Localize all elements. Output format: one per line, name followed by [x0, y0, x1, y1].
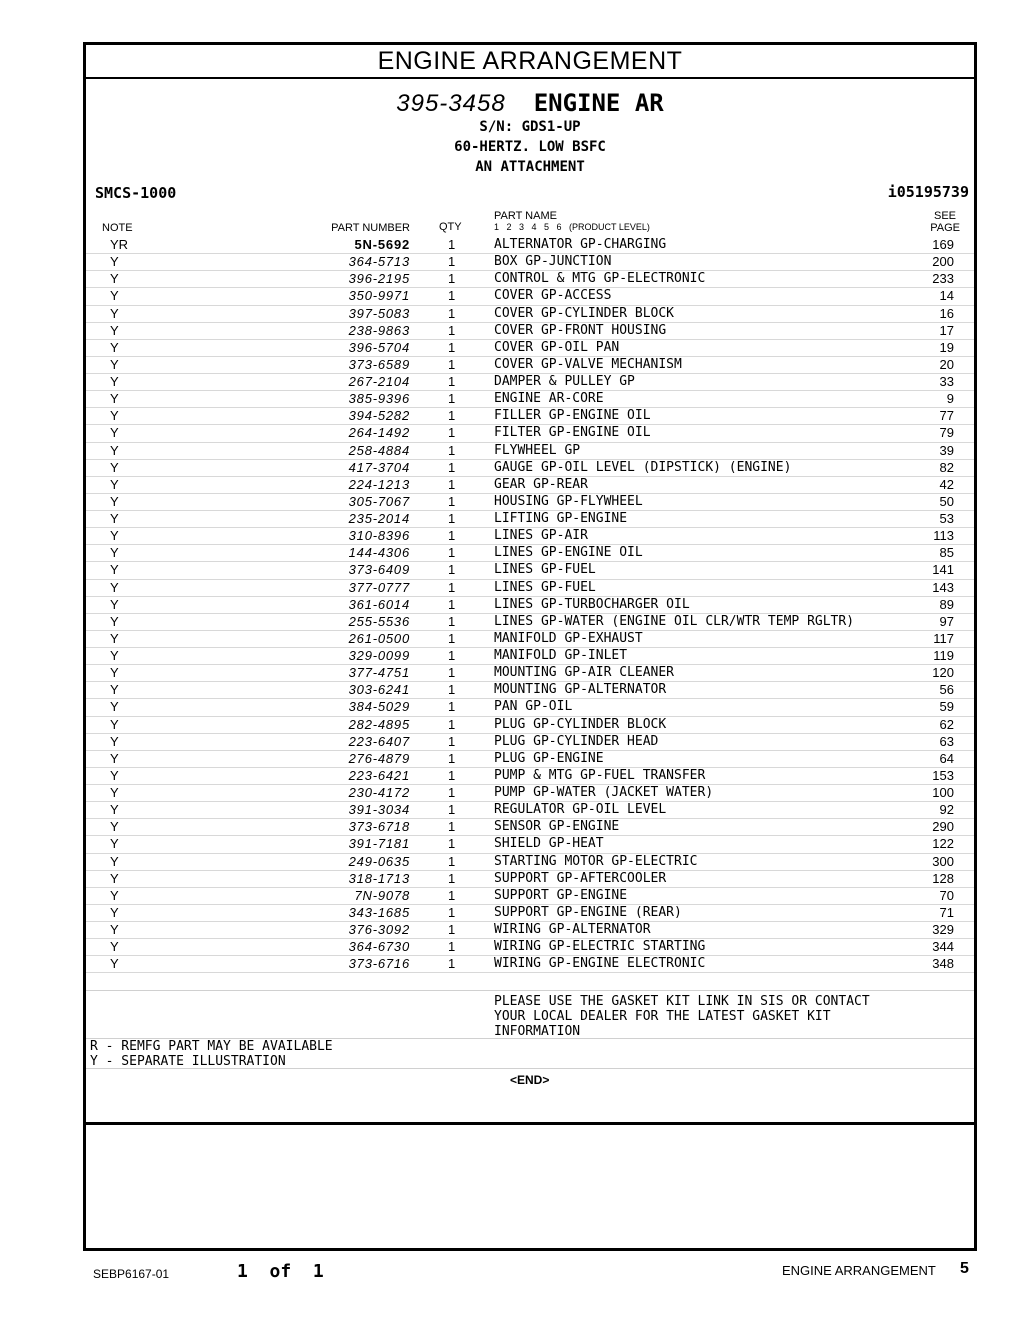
part-name-cell: PLUG GP-CYLINDER HEAD	[494, 733, 659, 749]
note-cell: YR	[110, 237, 129, 252]
part-name-cell: LINES GP-FUEL	[494, 562, 596, 578]
see-page-cell[interactable]: 19	[939, 339, 954, 355]
part-number-cell[interactable]: 224-1213	[348, 476, 410, 492]
table-row	[86, 511, 974, 528]
parts-page-frame	[83, 42, 977, 1251]
table-row	[86, 597, 974, 614]
gasket-note-line-1: PLEASE USE THE GASKET KIT LINK IN SIS OR CONTACT	[494, 994, 870, 1009]
qty-cell: 1	[448, 716, 456, 732]
col-header-qty: QTY	[439, 221, 462, 233]
part-number-cell[interactable]: 373-6716	[348, 956, 410, 972]
note-cell: Y	[110, 767, 119, 783]
part-name-cell: WIRING GP-ALTERNATOR	[494, 922, 651, 937]
part-number-cell[interactable]: 249-0635	[348, 853, 410, 869]
note-cell: Y	[110, 374, 119, 389]
see-page-cell[interactable]: 329	[932, 922, 954, 937]
part-number-cell[interactable]: 310-8396	[348, 528, 410, 544]
see-page-cell[interactable]: 42	[939, 476, 954, 492]
note-cell: Y	[110, 442, 119, 458]
table-row	[86, 682, 974, 699]
qty-cell: 1	[448, 922, 456, 937]
table-row	[86, 888, 974, 905]
table-row	[86, 545, 974, 562]
table-row	[86, 494, 974, 511]
note-cell: Y	[110, 391, 119, 407]
qty-cell: 1	[448, 254, 456, 270]
note-cell: Y	[110, 305, 119, 321]
part-number-cell[interactable]: 223-6407	[348, 733, 410, 749]
note-cell: Y	[110, 699, 119, 715]
note-cell: Y	[110, 425, 119, 441]
part-name-cell: GAUGE GP-OIL LEVEL (DIPSTICK) (ENGINE)	[494, 459, 792, 475]
table-row	[86, 288, 974, 305]
see-page-cell[interactable]: 169	[932, 237, 954, 252]
part-name-cell: BOX GP-JUNCTION	[494, 254, 612, 270]
table-row	[86, 460, 974, 477]
assembly-part-number: 395-3458	[396, 90, 506, 117]
qty-cell: 1	[448, 648, 456, 663]
serial-number: S/N: GDS1-UP	[479, 119, 581, 135]
qty-cell: 1	[448, 493, 456, 509]
part-name-cell: FILLER GP-ENGINE OIL	[494, 408, 651, 424]
see-page-cell[interactable]: 141	[932, 562, 954, 578]
col-header-see: SEE	[933, 210, 956, 222]
qty-cell: 1	[448, 904, 456, 920]
part-number-cell[interactable]: 364-5713	[348, 254, 410, 270]
part-name-cell: ENGINE AR-CORE	[494, 391, 604, 407]
part-number-cell[interactable]: 264-1492	[348, 425, 410, 441]
note-cell: Y	[110, 682, 119, 698]
part-number-cell[interactable]: 396-2195	[348, 271, 410, 287]
note-cell: Y	[110, 819, 119, 835]
see-page-cell[interactable]: 79	[939, 425, 954, 441]
table-row	[86, 271, 974, 288]
legend-remfg: R - REMFG PART MAY BE AVAILABLE	[90, 1039, 333, 1054]
qty-cell: 1	[448, 511, 456, 526]
qty-cell: 1	[448, 288, 456, 304]
part-number-cell[interactable]: 373-6589	[348, 356, 410, 372]
part-name-cell: DAMPER & PULLEY GP	[494, 374, 635, 389]
part-number-cell[interactable]: 384-5029	[348, 699, 410, 715]
note-cell: Y	[110, 493, 119, 509]
part-number-cell[interactable]: 377-0777	[348, 579, 410, 595]
part-number-cell[interactable]: 258-4884	[348, 442, 410, 458]
note-cell: Y	[110, 511, 119, 526]
part-number-cell[interactable]: 377-4751	[348, 665, 410, 681]
part-name-cell: COVER GP-VALVE MECHANISM	[494, 356, 682, 372]
part-name-cell: REGULATOR GP-OIL LEVEL	[494, 802, 667, 818]
see-page-cell[interactable]: 233	[932, 271, 954, 287]
col-header-page: PAGE	[930, 222, 960, 234]
note-cell: Y	[110, 408, 119, 424]
see-page-cell[interactable]: 117	[933, 630, 954, 646]
col-header-part-number: PART NUMBER	[331, 222, 410, 234]
note-cell: Y	[110, 339, 119, 355]
see-page-cell[interactable]: 92	[939, 802, 954, 818]
part-number-cell[interactable]: 417-3704	[348, 459, 410, 475]
part-number-cell[interactable]: 343-1685	[348, 904, 410, 920]
table-row	[86, 871, 974, 888]
table-row	[86, 734, 974, 751]
part-name-cell: MANIFOLD GP-EXHAUST	[494, 630, 643, 646]
part-name-cell: FLYWHEEL GP	[494, 442, 581, 458]
see-page-cell[interactable]: 14	[939, 288, 954, 304]
note-cell: Y	[110, 716, 119, 732]
part-name-cell: CONTROL & MTG GP-ELECTRONIC	[494, 271, 706, 287]
note-cell: Y	[110, 613, 119, 629]
part-number-cell[interactable]: 267-2104	[348, 374, 410, 389]
see-page-cell[interactable]: 56	[939, 682, 954, 698]
part-name-cell: COVER GP-CYLINDER BLOCK	[494, 305, 675, 321]
see-page-cell[interactable]: 300	[932, 853, 954, 869]
note-cell: Y	[110, 528, 119, 544]
see-page-cell[interactable]: 290	[932, 819, 954, 835]
table-row	[86, 802, 974, 819]
part-number-cell[interactable]: 385-9396	[348, 391, 410, 407]
see-page-cell[interactable]: 153	[932, 767, 954, 783]
qty-cell: 1	[448, 408, 456, 424]
part-number-cell[interactable]: 373-6409	[348, 562, 410, 578]
part-number-cell[interactable]: 7N-9078	[354, 887, 410, 903]
table-row	[86, 357, 974, 374]
part-name-cell: MOUNTING GP-AIR CLEANER	[494, 665, 675, 681]
see-page-cell[interactable]: 97	[939, 613, 954, 629]
qty-cell: 1	[448, 733, 456, 749]
table-row	[86, 717, 974, 734]
table-row	[86, 237, 974, 254]
part-number-cell[interactable]: 364-6730	[348, 939, 410, 955]
note-cell: Y	[110, 836, 119, 852]
qty-cell: 1	[448, 305, 456, 321]
note-cell: Y	[110, 630, 119, 646]
part-name-cell: PAN GP-OIL	[494, 699, 573, 715]
section-title: ENGINE ARRANGEMENT	[86, 45, 974, 79]
legend-separate-illustration: Y - SEPARATE ILLUSTRATION	[90, 1054, 286, 1069]
qty-cell: 1	[448, 562, 456, 578]
note-cell: Y	[110, 459, 119, 475]
part-number-cell[interactable]: 255-5536	[348, 613, 410, 629]
footer-document-number: SEBP6167-01	[93, 1267, 170, 1281]
see-page-cell[interactable]: 9	[946, 391, 954, 407]
see-page-cell[interactable]: 128	[932, 870, 954, 886]
table-row	[86, 768, 974, 785]
gasket-note-line-3: INFORMATION	[494, 1024, 581, 1039]
qty-cell: 1	[448, 819, 456, 835]
table-row	[86, 528, 974, 545]
qty-cell: 1	[448, 785, 456, 800]
part-name-cell: LINES GP-ENGINE OIL	[494, 545, 643, 561]
see-page-cell[interactable]: 17	[939, 322, 954, 338]
part-name-cell: COVER GP-FRONT HOUSING	[494, 322, 667, 338]
see-page-cell[interactable]: 85	[939, 545, 954, 561]
see-page-cell[interactable]: 100	[932, 785, 954, 800]
part-number-cell[interactable]: 396-5704	[348, 339, 410, 355]
see-page-cell[interactable]: 50	[939, 493, 954, 509]
see-page-cell[interactable]: 70	[939, 887, 954, 903]
see-page-cell[interactable]: 344	[932, 939, 954, 955]
qty-cell: 1	[448, 750, 456, 766]
see-page-cell[interactable]: 200	[932, 254, 954, 270]
qty-cell: 1	[448, 442, 456, 458]
part-number-cell[interactable]: 282-4895	[348, 716, 410, 732]
part-name-cell: SUPPORT GP-ENGINE (REAR)	[494, 904, 682, 920]
qty-cell: 1	[448, 853, 456, 869]
see-page-cell[interactable]: 348	[932, 956, 954, 972]
qty-cell: 1	[448, 613, 456, 629]
see-page-cell[interactable]: 53	[939, 511, 954, 526]
part-name-cell: SUPPORT GP-AFTERCOOLER	[494, 870, 667, 886]
part-name-cell: GEAR GP-REAR	[494, 476, 588, 492]
parts-table	[86, 237, 974, 973]
part-name-cell: WIRING GP-ELECTRIC STARTING	[494, 939, 706, 955]
part-name-cell: LIFTING GP-ENGINE	[494, 511, 628, 526]
part-number-cell[interactable]: 376-3092	[348, 922, 410, 937]
table-row	[86, 562, 974, 579]
table-row	[86, 905, 974, 922]
note-cell: Y	[110, 870, 119, 886]
part-name-cell: LINES GP-AIR	[494, 528, 588, 544]
footer-page-number: 5	[960, 1260, 969, 1277]
part-name-cell: PLUG GP-ENGINE	[494, 750, 604, 766]
table-row	[86, 306, 974, 323]
qty-cell: 1	[448, 579, 456, 595]
table-row	[86, 374, 974, 391]
qty-cell: 1	[448, 356, 456, 372]
see-page-cell[interactable]: 64	[939, 750, 954, 766]
part-name-cell: SENSOR GP-ENGINE	[494, 819, 620, 835]
qty-cell: 1	[448, 870, 456, 886]
col-header-product-level: 1 2 3 4 5 6 (PRODUCT LEVEL)	[494, 222, 650, 232]
part-number-cell[interactable]: 373-6718	[348, 819, 410, 835]
see-page-cell[interactable]: 71	[939, 904, 954, 920]
part-name-cell: SHIELD GP-HEAT	[494, 836, 604, 852]
table-row	[86, 408, 974, 425]
part-name-cell: COVER GP-ACCESS	[494, 288, 612, 304]
part-number-cell[interactable]: 305-7067	[348, 493, 410, 509]
note-cell: Y	[110, 545, 119, 561]
description-line-2: AN ATTACHMENT	[475, 159, 585, 175]
note-cell: Y	[110, 254, 119, 270]
qty-cell: 1	[448, 682, 456, 698]
table-row	[86, 939, 974, 956]
qty-cell: 1	[448, 665, 456, 681]
see-page-cell[interactable]: 122	[932, 836, 954, 852]
qty-cell: 1	[448, 767, 456, 783]
table-row	[86, 443, 974, 460]
qty-cell: 1	[448, 699, 456, 715]
qty-cell: 1	[448, 459, 456, 475]
see-page-cell[interactable]: 82	[939, 459, 954, 475]
smcs-code: SMCS-1000	[95, 184, 177, 202]
part-number-cell[interactable]: 329-0099	[348, 648, 410, 663]
note-cell: Y	[110, 356, 119, 372]
description-line-1: 60-HERTZ. LOW BSFC	[454, 139, 606, 155]
note-cell: Y	[110, 939, 119, 955]
qty-cell: 1	[448, 802, 456, 818]
qty-cell: 1	[448, 374, 456, 389]
part-number-cell[interactable]: 276-4879	[348, 750, 410, 766]
table-row	[86, 836, 974, 853]
end-marker: <END>	[510, 1073, 550, 1087]
note-cell: Y	[110, 322, 119, 338]
qty-cell: 1	[448, 528, 456, 544]
note-cell: Y	[110, 562, 119, 578]
see-page-cell[interactable]: 119	[933, 648, 954, 663]
note-cell: Y	[110, 596, 119, 612]
see-page-cell[interactable]: 59	[939, 699, 954, 715]
table-row	[86, 648, 974, 665]
part-name-cell: ALTERNATOR GP-CHARGING	[494, 237, 667, 252]
legend-divider	[86, 1068, 974, 1069]
part-name-cell: FILTER GP-ENGINE OIL	[494, 425, 651, 441]
table-row	[86, 665, 974, 682]
note-cell: Y	[110, 648, 119, 663]
qty-cell: 1	[448, 339, 456, 355]
part-name-cell: LINES GP-WATER (ENGINE OIL CLR/WTR TEMP RGLTR)	[494, 613, 855, 629]
qty-cell: 1	[448, 596, 456, 612]
footer-page-of: 1 of 1	[237, 1261, 324, 1282]
part-number-cell[interactable]: 391-3034	[348, 802, 410, 818]
table-row	[86, 854, 974, 871]
see-page-cell[interactable]: 39	[939, 442, 954, 458]
part-title	[86, 89, 974, 118]
assembly-name: ENGINE AR	[533, 89, 664, 117]
table-row	[86, 340, 974, 357]
note-cell: Y	[110, 733, 119, 749]
table-row	[86, 819, 974, 836]
note-cell: Y	[110, 271, 119, 287]
table-row	[86, 391, 974, 408]
qty-cell: 1	[448, 939, 456, 955]
lower-section-rule	[86, 1122, 974, 1125]
see-page-cell[interactable]: 77	[939, 408, 954, 424]
part-name-cell: MOUNTING GP-ALTERNATOR	[494, 682, 667, 698]
see-page-cell[interactable]: 143	[932, 579, 954, 595]
part-number-cell[interactable]: 350-9971	[348, 288, 410, 304]
part-number-cell[interactable]: 230-4172	[348, 785, 410, 800]
table-row	[86, 922, 974, 939]
gasket-note-line-2: YOUR LOCAL DEALER FOR THE LATEST GASKET KIT	[494, 1009, 831, 1024]
note-cell: Y	[110, 887, 119, 903]
part-name-cell: PUMP & MTG GP-FUEL TRANSFER	[494, 767, 706, 783]
note-cell: Y	[110, 904, 119, 920]
note-cell: Y	[110, 476, 119, 492]
table-row	[86, 614, 974, 631]
see-page-cell[interactable]: 33	[939, 374, 954, 389]
see-page-cell[interactable]: 62	[939, 716, 954, 732]
part-name-cell: WIRING GP-ENGINE ELECTRONIC	[494, 956, 706, 972]
part-number-cell[interactable]: 238-9863	[348, 322, 410, 338]
table-row	[86, 785, 974, 802]
part-number-cell[interactable]: 5N-5692	[354, 237, 410, 252]
document-id: i05195739	[887, 183, 969, 201]
see-page-cell[interactable]: 16	[939, 305, 954, 321]
note-cell: Y	[110, 579, 119, 595]
part-number-cell[interactable]: 318-1713	[348, 870, 410, 886]
qty-cell: 1	[448, 836, 456, 852]
table-row	[86, 580, 974, 597]
qty-cell: 1	[448, 956, 456, 972]
part-number-cell[interactable]: 394-5282	[348, 408, 410, 424]
qty-cell: 1	[448, 476, 456, 492]
note-cell: Y	[110, 665, 119, 681]
note-cell: Y	[110, 922, 119, 937]
part-number-cell[interactable]: 261-0500	[348, 630, 410, 646]
qty-cell: 1	[448, 630, 456, 646]
see-page-cell[interactable]: 20	[939, 356, 954, 372]
see-page-cell[interactable]: 63	[939, 733, 954, 749]
footer-section-title: ENGINE ARRANGEMENT	[782, 1263, 936, 1278]
part-name-cell: STARTING MOTOR GP-ELECTRIC	[494, 853, 698, 869]
qty-cell: 1	[448, 322, 456, 338]
table-row	[86, 477, 974, 494]
table-row	[86, 254, 974, 271]
part-number-cell[interactable]: 397-5083	[348, 305, 410, 321]
part-name-cell: PLUG GP-CYLINDER BLOCK	[494, 716, 667, 732]
part-name-cell: COVER GP-OIL PAN	[494, 339, 620, 355]
table-divider	[86, 990, 974, 991]
see-page-cell[interactable]: 120	[932, 665, 954, 681]
qty-cell: 1	[448, 425, 456, 441]
part-name-cell: LINES GP-FUEL	[494, 579, 596, 595]
part-number-cell[interactable]: 235-2014	[348, 511, 410, 526]
table-row	[86, 323, 974, 340]
col-header-note: NOTE	[102, 222, 133, 234]
qty-cell: 1	[448, 545, 456, 561]
part-number-cell[interactable]: 223-6421	[348, 767, 410, 783]
table-row	[86, 631, 974, 648]
part-number-cell[interactable]: 144-4306	[348, 545, 410, 561]
note-cell: Y	[110, 956, 119, 972]
part-name-cell: SUPPORT GP-ENGINE	[494, 887, 628, 903]
qty-cell: 1	[448, 391, 456, 407]
qty-cell: 1	[448, 237, 456, 252]
note-cell: Y	[110, 802, 119, 818]
table-row	[86, 751, 974, 768]
note-cell: Y	[110, 288, 119, 304]
table-row	[86, 425, 974, 442]
note-cell: Y	[110, 750, 119, 766]
table-row	[86, 956, 974, 973]
see-page-cell[interactable]: 89	[939, 596, 954, 612]
table-row	[86, 699, 974, 716]
col-header-part-name: PART NAME	[494, 210, 557, 222]
part-name-cell: LINES GP-TURBOCHARGER OIL	[494, 596, 690, 612]
part-number-cell[interactable]: 303-6241	[348, 682, 410, 698]
note-cell: Y	[110, 853, 119, 869]
note-cell: Y	[110, 785, 119, 800]
qty-cell: 1	[448, 887, 456, 903]
part-number-cell[interactable]: 391-7181	[348, 836, 410, 852]
part-name-cell: HOUSING GP-FLYWHEEL	[494, 493, 643, 509]
part-name-cell: PUMP GP-WATER (JACKET WATER)	[494, 785, 714, 800]
see-page-cell[interactable]: 113	[933, 528, 954, 544]
part-number-cell[interactable]: 361-6014	[348, 596, 410, 612]
qty-cell: 1	[448, 271, 456, 287]
part-name-cell: MANIFOLD GP-INLET	[494, 648, 628, 663]
